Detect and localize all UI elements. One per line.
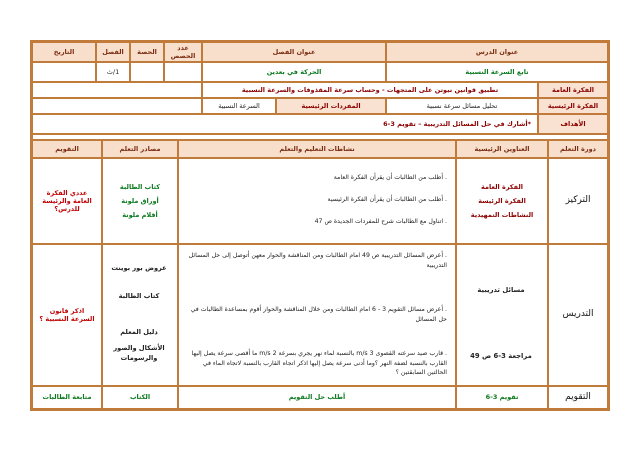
focus-assessment: عددي الفكرة العامة والرئيسة للدرس؟ [32,158,102,244]
main-idea-empty [32,98,202,114]
focus-resources [102,158,178,244]
session-count-label: عدد الحصص [164,42,202,62]
chapter-title-label: عنوان الفصل [202,42,386,62]
focus-resource-1: كتاب الطالبة [119,182,161,191]
teaching-resource-1: عروض بور بوينت [111,264,167,272]
term-label: الفصل [96,42,130,62]
focus-activities [178,158,456,244]
general-idea-empty [32,82,202,98]
lesson-title-label: عنوان الدرس [386,42,608,62]
lesson-title-value: تابع السرعة النسبية [386,62,608,82]
vocab-value: السرعة النسبية [202,98,276,114]
chapter-title-value: الحركة في بعدين [202,62,386,82]
teaching-resource-3: دليل المعلم [120,328,158,336]
session-count-value [164,62,202,82]
teaching-heading-1: مسائل تدريبية [477,286,525,294]
date-value [32,62,96,82]
general-idea-label: الفكرة العامة [538,82,608,98]
class-period-label: الحصة [130,42,164,62]
goals-label: الأهداف [538,114,608,134]
focus-heading-3: النشاطات التمهيدية [470,211,534,220]
teaching-activities [178,244,456,386]
lesson-plan-table [30,40,610,411]
main-idea-value: تحليل مسائل سرعة نسبية [386,98,538,114]
general-idea-value: تطبيق قوانين نيوتن على المتجهات - وحساب سرعة المقذوفات والسرعة النسبية [202,82,538,98]
focus-heading-1: الفكرة العامة [481,182,524,191]
focus-stage: التركيز [548,158,608,244]
col-assessment: التقويم [32,140,102,158]
teaching-assessment: اذكر قانون السرعة النسبية ؟ [32,244,102,386]
focus-resource-2: أوراق ملونة [121,196,159,205]
evaluation-activities: أطلب حل التقويم [178,386,456,409]
goals-value: *أشارك في حل المسائل التدريبية – تقويم 3-6 [32,114,538,134]
col-activities: نشاطات التعليم والتعلم [178,140,456,158]
teaching-activity-2: . أعرض مسائل التقويم 3 - 6 امام الطالبات ومن خلال المناقشة والحوار أقوم بمساعدة الطالبات في حل المسائل [190,306,447,323]
teaching-resource-4: الأشكال والصور والرسومات [113,344,165,363]
teaching-stage: التدريس [548,244,608,386]
evaluation-resources: الكتاب [102,386,178,409]
teaching-resources [102,244,178,386]
focus-heading-2: الفكرة الرئيسة [478,196,526,205]
date-label: التاريخ [32,42,96,62]
evaluation-headings: تقويم 3-6 [456,386,548,409]
main-idea-label: الفكرة الرئيسية [538,98,608,114]
focus-activity-1: . أطلب من الطالبات أن يقرأن الفكرة العامة [333,174,447,181]
focus-activity-3: . اتناول مع الطالبات شرح للمفردات الجديدة ص 47 [314,218,447,225]
col-cycle: دورة التعلم [548,140,608,158]
teaching-headings [456,244,548,386]
evaluation-stage: التقويم [548,386,608,409]
focus-resource-3: أقلام ملونة [122,211,158,220]
class-period-value [130,62,164,82]
focus-activity-2: . أطلب من الطالبات أن يقرأن الفكرة الرئيسية [327,196,447,203]
teaching-activity-1: . أعرض المسائل التدريبية ص 49 امام الطالبات ومن المناقشة والحوار معهن أتوصل إلى حل المسائل التدريبية [188,252,447,269]
focus-headings [456,158,548,244]
teaching-resource-2: كتاب الطالبة [118,292,160,300]
col-resources: مصادر التعلم [102,140,178,158]
vocab-label: المفردات الرئيسية [276,98,386,114]
teaching-heading-2: مراجعة 3-6 ص 49 [470,352,532,360]
term-value: 1/ث [96,62,130,82]
teaching-activity-3: . قارب صيد سرعته القصوى 3 m/s بالنسبة لماء نهر يجري بسرعة 2 m/s ما أقصى سرعة يصل إليها القارب بالنسبة لضفة النهر ؟وما أدنى سرعة يصل إليها اذكر اتجاه القارب بالنسبة لاتجاه الماء في الحالتين السابقتين ؟ [191,350,447,377]
col-headings: العناوين الرئيسية [456,140,548,158]
evaluation-assessment: متابعة الطالبات [32,386,102,409]
